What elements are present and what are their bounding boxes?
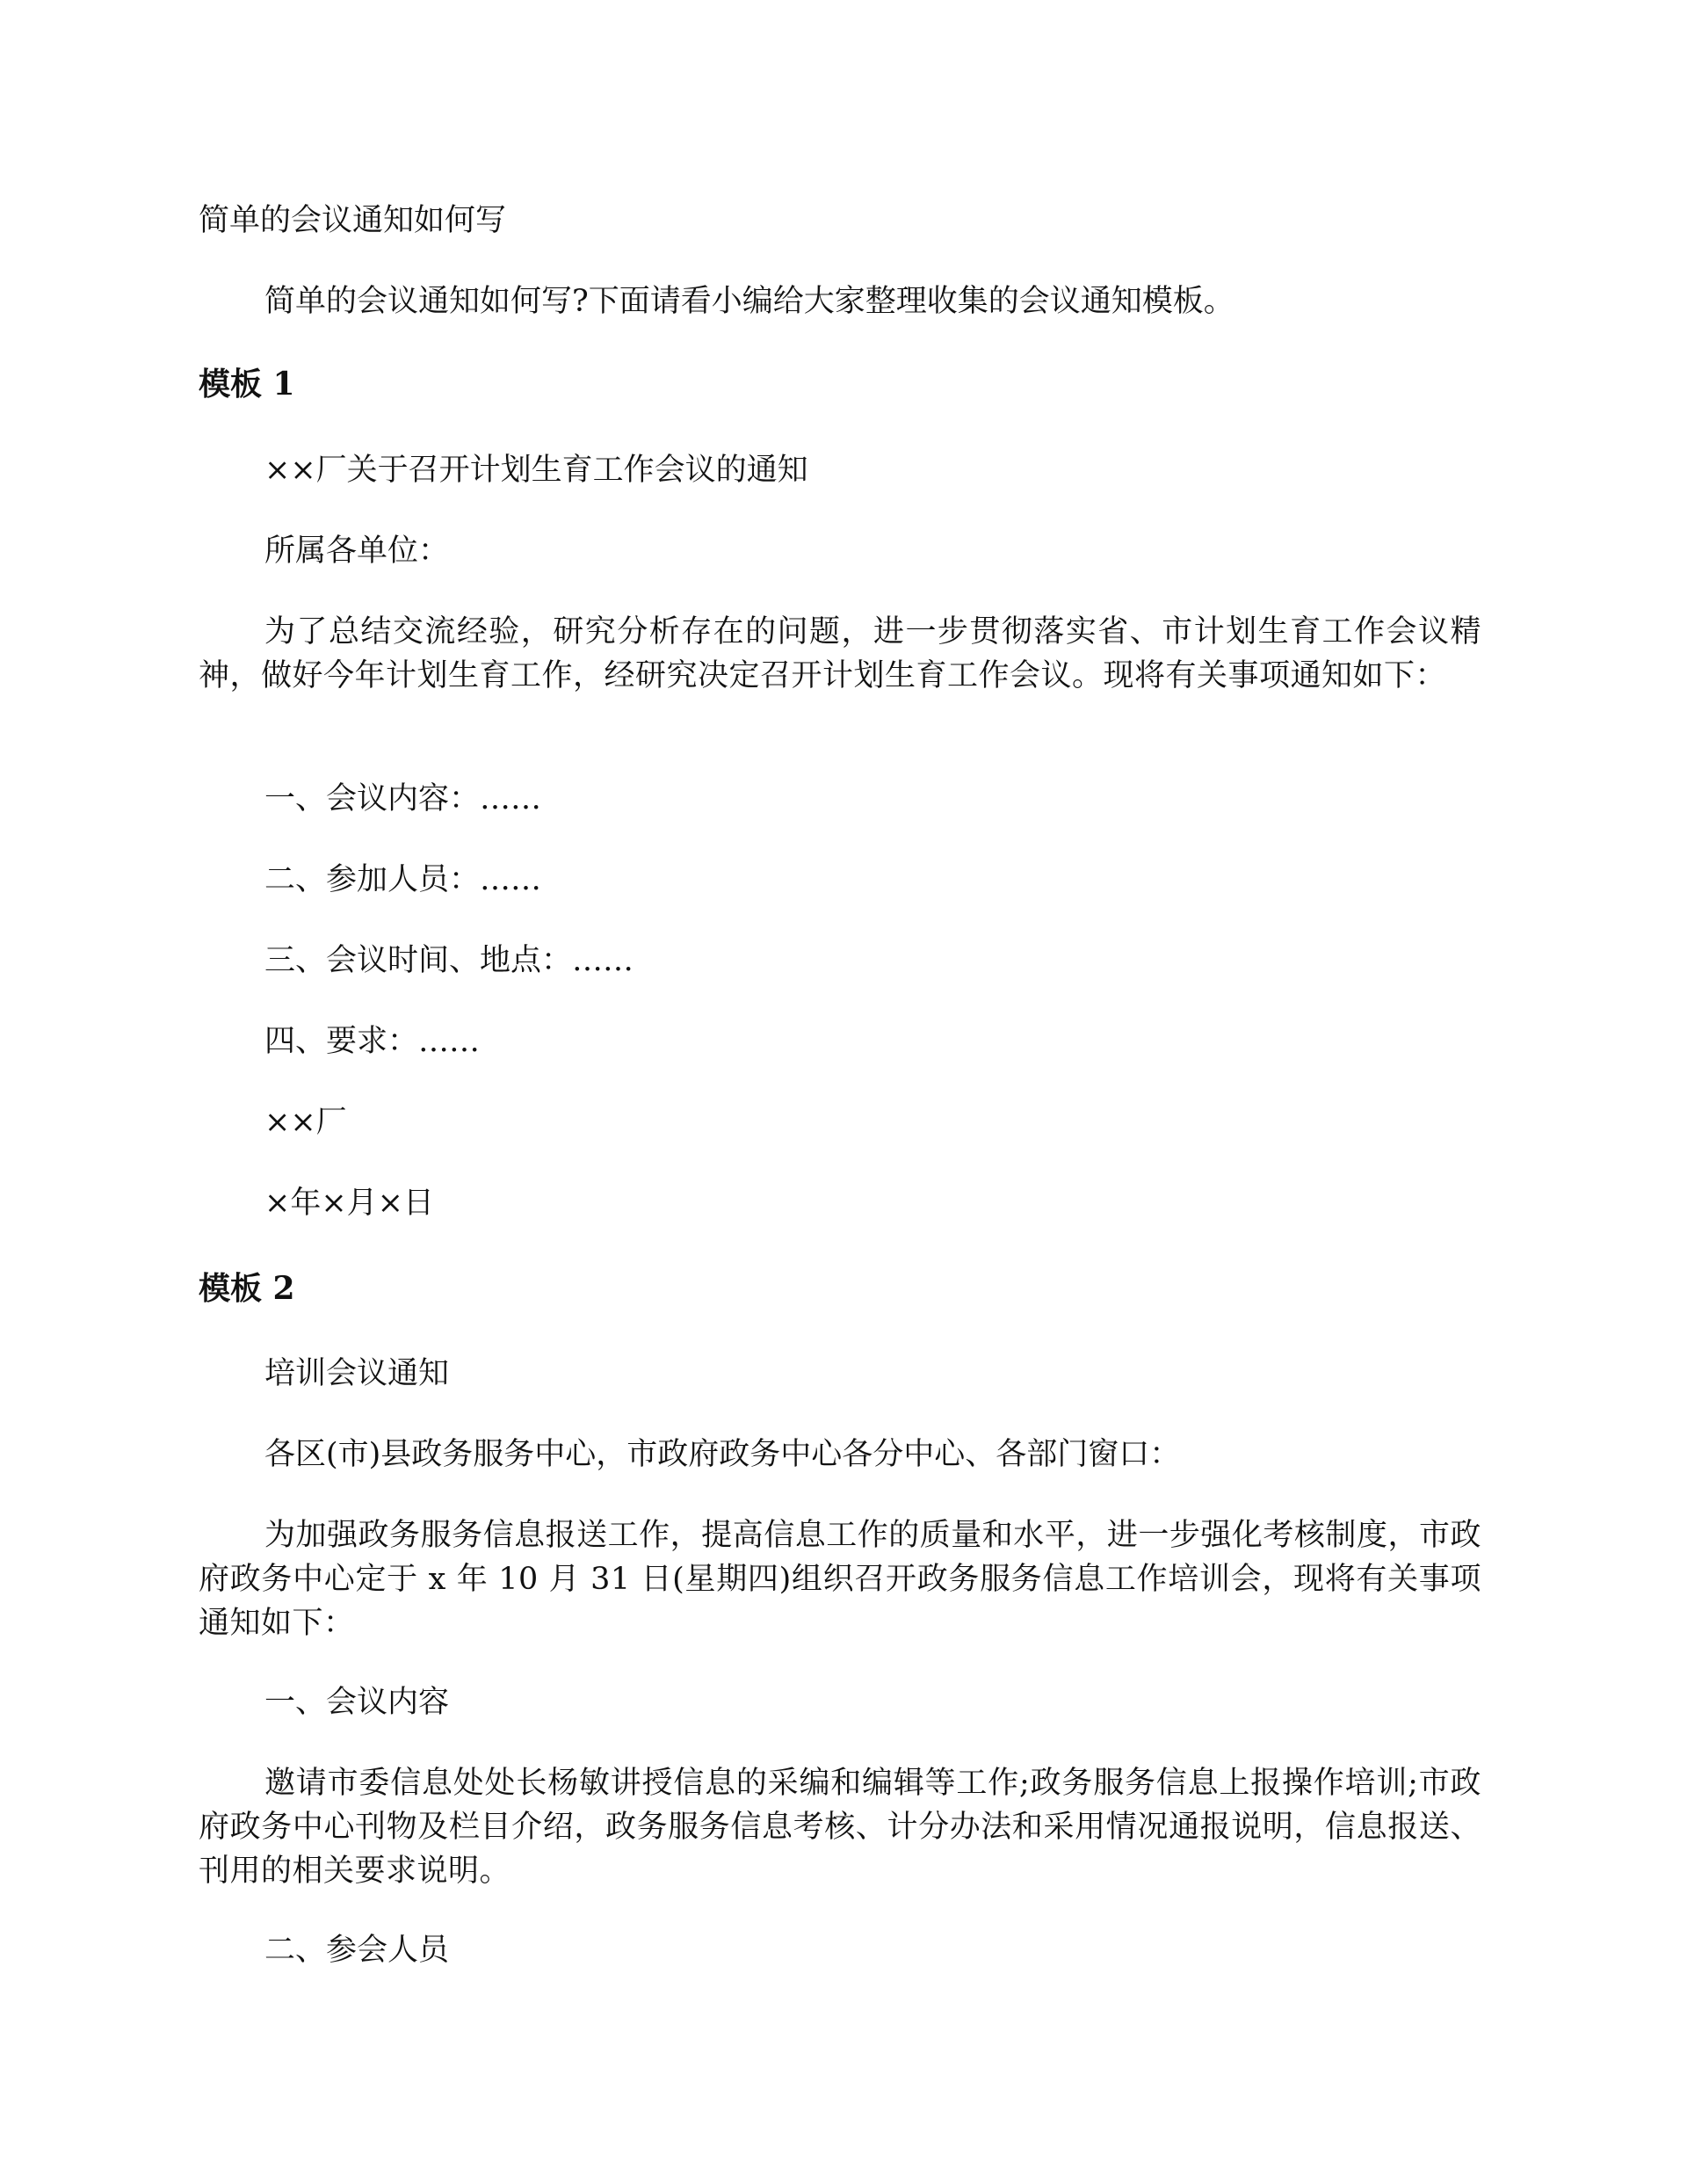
template-2-section-1-heading: 一、会议内容 [264, 1685, 450, 1720]
template-1-item-3: 三、会议时间、地点：…… [264, 943, 634, 978]
intro-paragraph: 简单的会议通知如何写?下面请看小编给大家整理收集的会议通知模板。 [264, 284, 1234, 319]
template-1-item-4: 四、要求：…… [264, 1024, 481, 1059]
template-1-salutation: 所属各单位： [264, 533, 450, 569]
template-2-section-2-heading: 二、参会人员 [264, 1933, 450, 1968]
template-1-date: ×年×月×日 [264, 1186, 434, 1221]
template-1-issuer: ××厂 [264, 1105, 347, 1140]
template-1-item-1: 一、会议内容：…… [264, 781, 542, 816]
template-2-section-1-body: 邀请市委信息处处长杨敏讲授信息的采编和编辑等工作;政务服务信息上报操作培训;市政府政务中心刊物及栏目介绍，政务服务信息考核、计分办法和采用情况通报说明，信息报送、刊用的相关要求说明。 [199, 1766, 1481, 1889]
template-2-body: 为加强政务服务信息报送工作，提高信息工作的质量和水平，进一步强化考核制度，市政府政务中心定于 x 年 10 月 31 日(星期四)组织召开政务服务信息工作培训会，现将有关事项通知如下： [199, 1518, 1481, 1641]
template-1-notice-title: ××厂关于召开计划生育工作会议的通知 [264, 453, 808, 488]
document-title: 简单的会议通知如何写 [199, 203, 507, 238]
template-1-heading: 模板 1 [199, 366, 295, 403]
template-1-item-2: 二、参加人员：…… [264, 862, 542, 897]
template-2-salutation: 各区(市)县政务服务中心，市政府政务中心各分中心、各部门窗口： [264, 1437, 1181, 1472]
template-1-body: 为了总结交流经验，研究分析存在的问题，进一步贯彻落实省、市计划生育工作会议精神，做好今年计划生育工作，经研究决定召开计划生育工作会议。现将有关事项通知如下： [199, 614, 1481, 693]
template-2-heading: 模板 2 [199, 1270, 295, 1307]
template-2-notice-title: 培训会议通知 [264, 1356, 450, 1391]
